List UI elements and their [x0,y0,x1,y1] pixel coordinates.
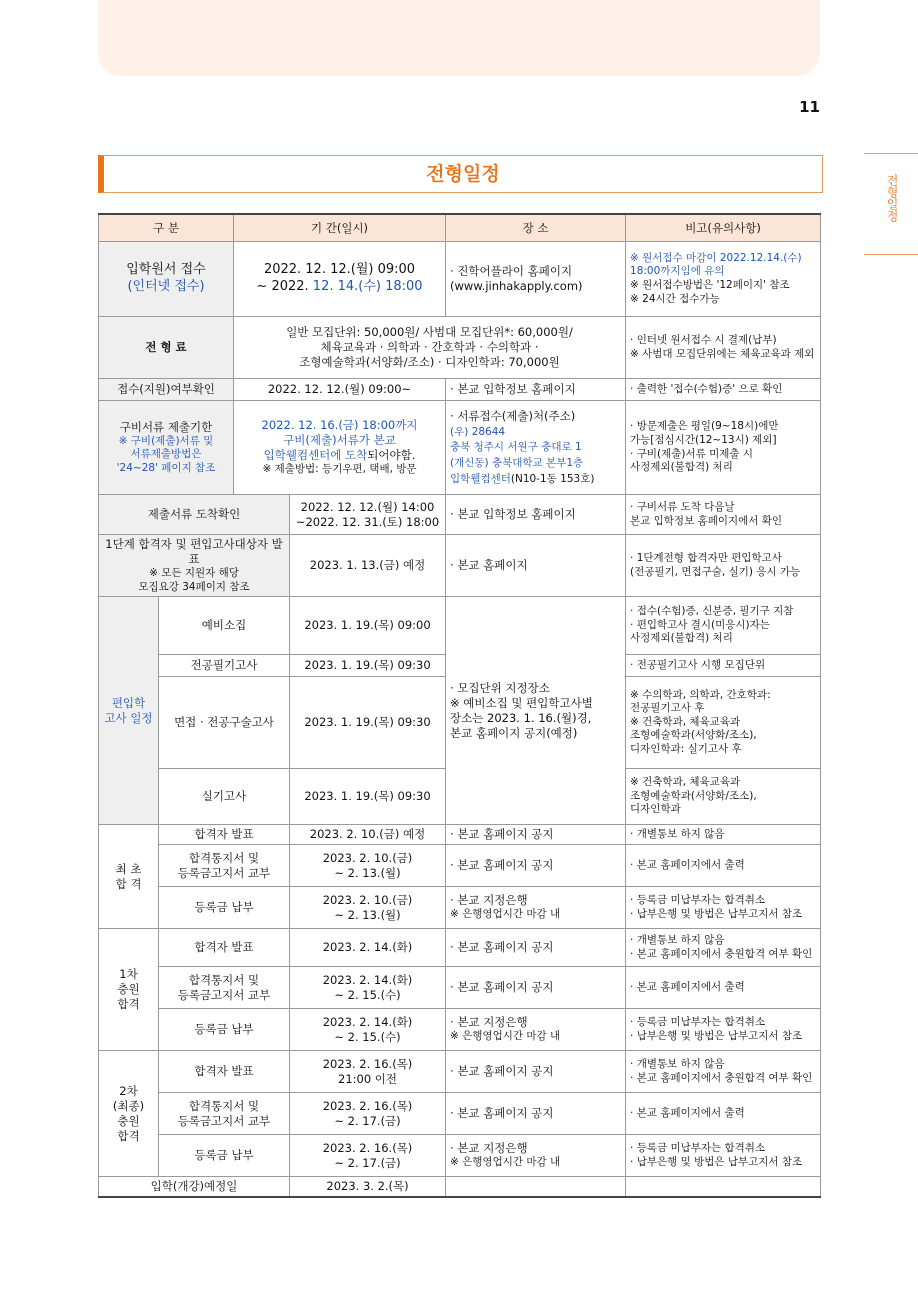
stage1-label-cell [99,535,290,597]
table-row [99,825,821,845]
final-item-label: 합격자 발표 [159,825,290,845]
table-header [99,214,821,242]
apply-period-end [238,279,441,296]
final-item-place-note: ※ 은행영업시간 마감 내 [450,908,561,921]
exam-item-period: 2023. 1. 19.(목) 09:30 [290,655,446,677]
extra2-item-place [446,1135,626,1177]
extra1-item-note: · 개별통보 하지 않음 · 본교 홈페이지에서 충원합격 여부 확인 [626,929,821,967]
extra2-item-label: 등록금 납부 [159,1135,290,1177]
fee-label: 전 형 료 [99,317,234,379]
table-row [99,967,821,1009]
extra2-item-period: 2023. 2. 16.(목) ~ 2. 17.(금) [290,1135,446,1177]
table-row [99,1177,821,1197]
table-row [99,1009,821,1051]
table-row [99,242,821,317]
extra2-item-note: · 본교 홈페이지에서 출력 [626,1093,821,1135]
extra2-item-label: 합격통지서 및 등록금고지서 교부 [159,1093,290,1135]
apply-label: 입학원서 접수 [126,262,206,278]
stage1-label: 1단계 합격자 및 편입고사대상자 발표 [105,537,283,566]
exam-item-note: · 전공필기고사 시행 모집단위 [626,655,821,677]
docs-sub: ※ 구비(제출)서류 및 서류제출방법은 '24~28' 페이지 참조 [116,434,216,474]
extra1-item-period: 2023. 2. 14.(화) ~ 2. 15.(수) [290,1009,446,1051]
docs-label-cell [99,401,234,495]
final-item-label: 합격통지서 및 등록금고지서 교부 [159,845,290,887]
extra2-item-note: · 등록금 미납부자는 합격취소 · 납부은행 및 방법은 납부고지서 참조 [626,1135,821,1177]
extra1-item-note: · 등록금 미납부자는 합격취소 · 납부은행 및 방법은 납부고지서 참조 [626,1009,821,1051]
final-item-note: · 본교 홈페이지에서 출력 [626,845,821,887]
schedule-table [98,213,821,1198]
exam-item-label: 면접 · 전공구술고사 [159,677,290,769]
table-row [99,535,821,597]
exam-place: · 모집단위 지정장소 ※ 예비소집 및 편입학고사별 장소는 2023. 1. 16.(월)경, 본교 홈페이지 공지(예정) [446,597,626,825]
apply-period-end-date: 12. 14.(수) 18:00 [312,279,423,294]
exam-item-label: 예비소집 [159,597,290,655]
extra1-item-place [446,1009,626,1051]
table-row [99,495,821,535]
confirm-label: 접수(지원)여부확인 [99,379,234,401]
extra2-item-place-text: · 본교 홈페이지 공지 [450,1064,554,1079]
section-title-box [98,155,823,193]
docs-period-note: ※ 제출방법: 등기우편, 택배, 방문 [262,463,417,476]
extra1-item-note: · 본교 홈페이지에서 출력 [626,967,821,1009]
extra2-item-place-note: ※ 은행영업시간 마감 내 [450,1156,561,1169]
extra1-item-period: 2023. 2. 14.(화) [290,929,446,967]
docs-period-deadline: 2022. 12. 16.(금) 18:00까지 구비(제출)서류가 본교 입학웰컴센터에 도착 [261,418,418,463]
page-number: 11 [799,98,820,116]
table-row [99,379,821,401]
extra1-item-place [446,929,626,967]
extra2-item-place-text: · 본교 지정은행 [450,1141,528,1156]
confirm-period: 2022. 12. 12.(월) 09:00~ [234,379,446,401]
exam-item-period: 2023. 1. 19.(목) 09:00 [290,597,446,655]
extra1-item-period: 2023. 2. 14.(화) ~ 2. 15.(수) [290,967,446,1009]
section-title: 전형일정 [426,163,500,185]
extra1-group: 1차 충원 합격 [99,929,159,1051]
arrival-period: 2022. 12. 12.(월) 14:00 ~2022. 12. 31.(토) 18:00 [290,495,446,535]
arrival-label: 제출서류 도착확인 [99,495,290,535]
extra1-item-label: 합격자 발표 [159,929,290,967]
stage1-note: · 1단계전형 합격자만 편입학고사 (전공필기, 면접구술, 실기) 응시 가능 [626,535,821,597]
extra2-item-place [446,1051,626,1093]
table-row [99,845,821,887]
docs-place-head: · 서류접수(제출)처(주소) [450,408,576,423]
exam-item-label: 실기고사 [159,769,290,825]
entrance-place [446,1177,626,1197]
header-category: 구 분 [99,214,234,242]
extra2-item-label: 합격자 발표 [159,1051,290,1093]
docs-place-address: (우) 28644 충북 청주시 서원구 충대로 1 (개신동) 충북대학교 본부1층 입학웰컴센터 [450,425,584,485]
table-row [99,1135,821,1177]
final-item-place-text: · 본교 지정은행 [450,893,528,908]
extra2-item-note: · 개별통보 하지 않음 · 본교 홈페이지에서 충원합격 여부 확인 [626,1051,821,1093]
extra2-item-period: 2023. 2. 16.(목) 21:00 이전 [290,1051,446,1093]
entrance-note [626,1177,821,1197]
extra1-item-place-note: ※ 은행영업시간 마감 내 [450,1030,561,1043]
extra1-item-place-text: · 본교 홈페이지 공지 [450,940,554,955]
apply-place: · 진학어플라이 홈페이지 (www.jinhakapply.com) [446,242,626,317]
apply-sub: (인터넷 접수) [127,279,205,294]
exam-item-note: ※ 건축학과, 체육교육과 조형예술학과(서양화/조소), 디자인학과 [626,769,821,825]
final-item-place-text: · 본교 홈페이지 공지 [450,827,554,842]
docs-period-tail: 되어야함. [367,448,416,463]
docs-label: 구비서류 제출기한 [119,419,213,434]
table-row [99,597,821,655]
docs-period [234,401,446,495]
extra1-item-label: 등록금 납부 [159,1009,290,1051]
final-item-place [446,845,626,887]
apply-note [626,242,821,317]
extra1-item-place [446,967,626,1009]
table-row [99,317,821,379]
exam-item-note: · 접수(수험)증, 신분증, 필기구 지참 · 편입학고사 결시(미응시)자는 사정제외(불합격) 처리 [626,597,821,655]
apply-period-end-prefix: ~ 2022. [256,279,313,294]
header-note: 비고(유의사항) [626,214,821,242]
table-row [99,401,821,495]
final-item-note: · 등록금 미납부자는 합격취소 · 납부은행 및 방법은 납부고지서 참조 [626,887,821,929]
confirm-place: · 본교 입학정보 홈페이지 [446,379,626,401]
docs-place-tail: (N10-1동 153호) [510,472,595,485]
header-period: 기 간(일시) [234,214,446,242]
final-item-period: 2023. 2. 10.(금) 예정 [290,825,446,845]
side-tab [864,153,918,255]
extra2-group: 2차 (최종) 충원 합격 [99,1051,159,1177]
final-item-place-text: · 본교 홈페이지 공지 [450,858,554,873]
extra1-item-place-text: · 본교 지정은행 [450,1015,528,1030]
final-item-note: · 개별통보 하지 않음 [626,825,821,845]
arrival-note: · 구비서류 도착 다음날 본교 입학정보 홈페이지에서 확인 [626,495,821,535]
exam-item-period: 2023. 1. 19.(목) 09:30 [290,769,446,825]
final-item-period: 2023. 2. 10.(금) ~ 2. 13.(월) [290,887,446,929]
apply-note-method: ※ 원서접수방법은 '12페이지' 참조 ※ 24시간 접수가능 [630,279,790,305]
extra2-item-place-text: · 본교 홈페이지 공지 [450,1106,554,1121]
side-tab-label: 전형일정 [885,174,899,222]
apply-period-start: 2022. 12. 12.(월) 09:00 [263,262,416,278]
stage1-sub: ※ 모든 지원자 해당 모집요강 34페이지 참조 [138,566,250,593]
confirm-note: · 출력한 '접수(수험)증' 으로 확인 [626,379,821,401]
docs-place [446,401,626,495]
table-row [99,887,821,929]
entrance-period: 2023. 3. 2.(목) [290,1177,446,1197]
fee-detail: 일반 모집단위: 50,000원/ 사범대 모집단위*: 60,000원/ 체육교육과 · 의학과 · 간호학과 · 수의학과 · 조형예술학과(서양화/조소) · 디자인학과: 70,000원 [234,317,626,379]
final-group: 최 초 합 격 [99,825,159,929]
final-item-period: 2023. 2. 10.(금) ~ 2. 13.(월) [290,845,446,887]
stage1-period: 2023. 1. 13.(금) 예정 [290,535,446,597]
stage1-place: · 본교 홈페이지 [446,535,626,597]
exam-group: 편입학 고사 일정 [99,597,159,825]
top-banner [98,0,820,76]
extra2-item-place [446,1093,626,1135]
exam-item-label: 전공필기고사 [159,655,290,677]
header-place: 장 소 [446,214,626,242]
final-item-place [446,887,626,929]
entrance-label: 입학(개강)예정일 [99,1177,290,1197]
extra2-item-period: 2023. 2. 16.(목) ~ 2. 17.(금) [290,1093,446,1135]
final-item-label: 등록금 납부 [159,887,290,929]
table-row [99,1051,821,1093]
extra1-item-label: 합격통지서 및 등록금고지서 교부 [159,967,290,1009]
table-row [99,929,821,967]
exam-item-note: ※ 수의학과, 의학과, 간호학과: 전공필기고사 후 ※ 건축학과, 체육교육과 조형예술학과(서양화/조소), 디자인학과: 실기고사 후 [626,677,821,769]
final-item-place [446,825,626,845]
exam-item-period: 2023. 1. 19.(목) 09:30 [290,677,446,769]
arrival-place: · 본교 입학정보 홈페이지 [446,495,626,535]
table-row [99,1093,821,1135]
apply-period [234,242,446,317]
docs-note: · 방문제출은 평일(9~18시)에만 가능[점심시간(12~13시) 제외] · 구비(제출)서류 미제출 시 사정제외(불합격) 처리 [626,401,821,495]
extra1-item-place-text: · 본교 홈페이지 공지 [450,980,554,995]
fee-note: · 인터넷 원서접수 시 결제(납부) ※ 사범대 모집단위에는 체육교육과 제외 [626,317,821,379]
apply-label-cell [99,242,234,317]
apply-note-deadline: ※ 원서접수 마감이 2022.12.14.(수) 18:00까지임에 유의 [630,251,802,278]
